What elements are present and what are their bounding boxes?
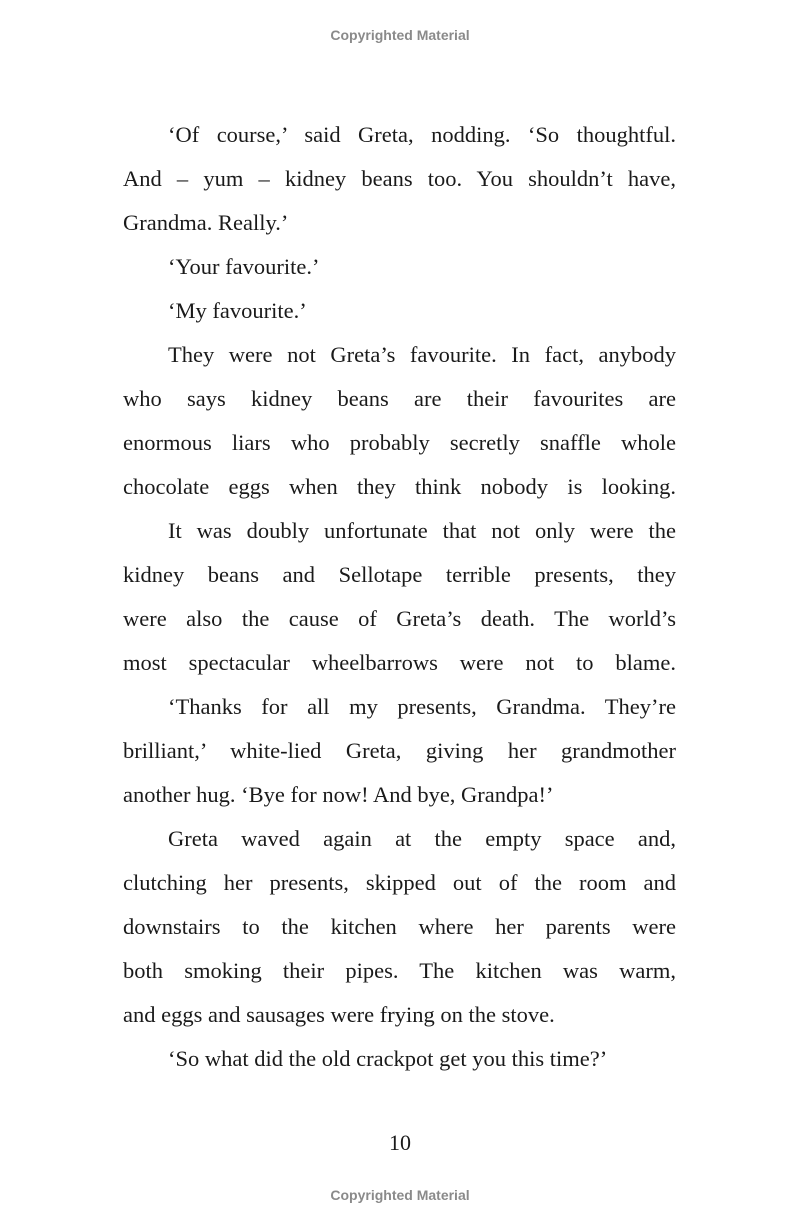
copyright-watermark-bottom: Copyrighted Material [330,1187,470,1203]
text-line: both smoking their pipes. The kitchen was warm, [123,958,676,983]
text-line: enormous liars who probably secretly snaffle whole [123,430,676,455]
text-line: Greta waved again at the empty space and, [168,826,676,851]
text-line: another hug. ‘Bye for now! And bye, Grandpa!’ [123,782,554,807]
page-number: 10 [389,1130,411,1155]
text-line: most spectacular wheelbarrows were not to blame. [123,650,676,675]
text-line: And – yum – kidney beans too. You shouldn’t have, [123,166,676,191]
text-line: clutching her presents, skipped out of the room and [123,870,676,895]
text-line: ‘Thanks for all my presents, Grandma. They’re [168,694,676,719]
text-line: Grandma. Really.’ [123,210,289,235]
body-text [123,120,676,1088]
text-line: kidney beans and Sellotape terrible presents, they [123,562,676,587]
text-line: who says kidney beans are their favourites are [123,386,676,411]
text-line: It was doubly unfortunate that not only were the [168,518,676,543]
text-line: They were not Greta’s favourite. In fact, anybody [168,342,676,367]
text-line: ‘So what did the old crackpot get you this time?’ [168,1046,608,1071]
copyright-watermark-top: Copyrighted Material [330,27,470,43]
text-line: ‘Of course,’ said Greta, nodding. ‘So thoughtful. [168,122,676,147]
text-line: downstairs to the kitchen where her parents were [123,914,676,939]
text-line: ‘Your favourite.’ [168,254,320,279]
text-line: were also the cause of Greta’s death. The world’s [123,606,676,631]
text-line: ‘My favourite.’ [168,298,307,323]
text-line: brilliant,’ white-lied Greta, giving her grandmother [123,738,676,763]
text-line: and eggs and sausages were frying on the stove. [123,1002,555,1027]
text-line: chocolate eggs when they think nobody is looking. [123,474,676,499]
